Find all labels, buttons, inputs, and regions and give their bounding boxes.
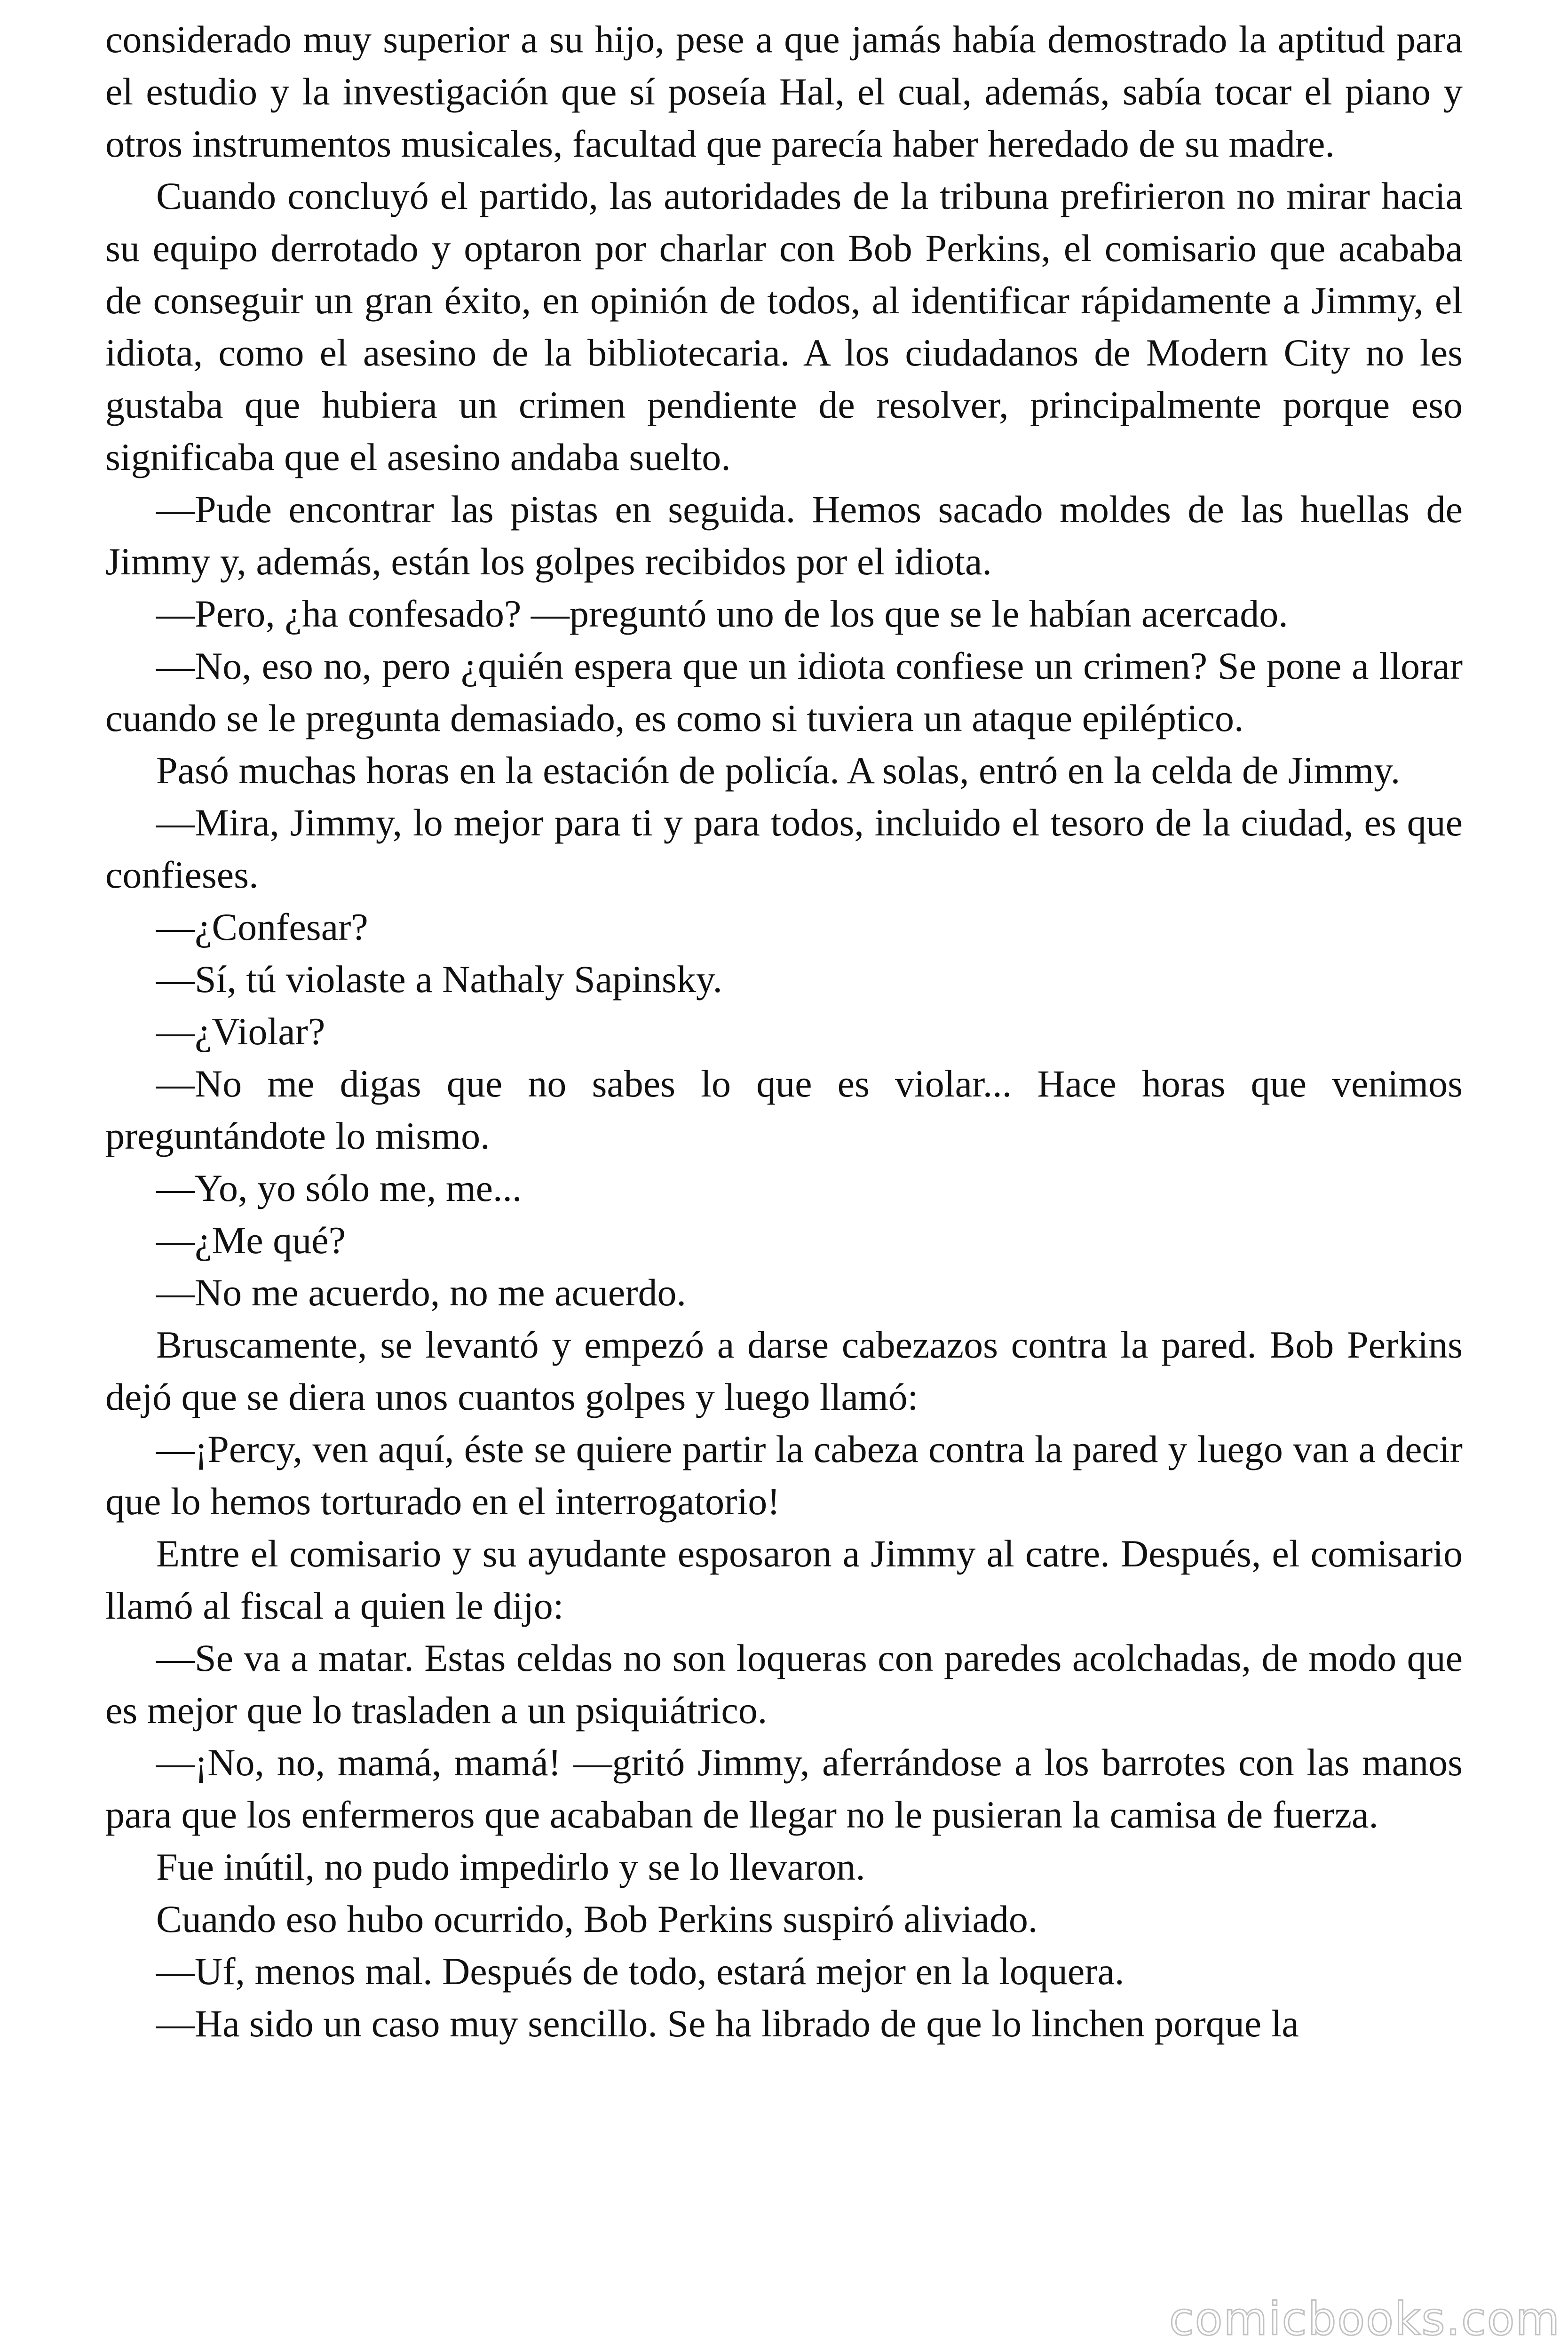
paragraph-14: —No me acuerdo, no me acuerdo.	[156, 1271, 687, 1314]
watermark: comicbooks.com	[1169, 2293, 1560, 2345]
paragraph-8: —¿Confesar?	[156, 906, 368, 948]
paragraph-17: Entre el comisario y su ayudante esposaron a Jimmy al catre. Después, el comisario llamó al fiscal a quien le dijo:	[105, 1532, 1463, 1627]
paragraph-9: —Sí, tú violaste a Nathaly Sapinsky.	[156, 958, 723, 1001]
paragraph-23: —Ha sido un caso muy sencillo. Se ha librado de que lo linchen porque la	[156, 2002, 1299, 2045]
paragraph-4: —Pero, ¿ha confesado? —preguntó uno de los que se le habían acercado.	[156, 592, 1288, 635]
paragraph-5: —No, eso no, pero ¿quién espera que un idiota confiese un crimen? Se pone a llorar cuando se le pregunta demasiado, es como si tuviera un ataque epiléptico.	[105, 644, 1463, 739]
paragraph-2: Cuando concluyó el partido, las autoridades de la tribuna prefirieron no mirar hacia su equipo derrotado y optaron por charlar con Bob Perkins, el comisario que acababa de conseguir un gran éxito, en opinión de todos, al identificar rápidamente a Jimmy, el idiota, como el asesino de la bibliotecaria. A los ciudadanos de Modern City no les gustaba que hubiera un crimen pendiente de resolver, principalmente porque eso significaba que el asesino andaba suelto.	[105, 175, 1463, 478]
paragraph-18: —Se va a matar. Estas celdas no son loqueras con paredes acolchadas, de modo que es mejor que lo trasladen a un psiquiátrico.	[105, 1637, 1463, 1732]
paragraph-13: —¿Me qué?	[156, 1219, 346, 1262]
paragraph-3: —Pude encontrar las pistas en seguida. Hemos sacado moldes de las huellas de Jimmy y, además, están los golpes recibidos por el idiota.	[105, 488, 1463, 583]
paragraph-7: —Mira, Jimmy, lo mejor para ti y para todos, incluido el tesoro de la ciudad, es que confieses.	[105, 801, 1463, 896]
paragraph-22: —Uf, menos mal. Después de todo, estará mejor en la loquera.	[156, 1950, 1125, 1993]
paragraph-10: —¿Violar?	[156, 1010, 325, 1053]
book-page	[105, 0, 1463, 2050]
paragraph-15: Bruscamente, se levantó y empezó a darse cabezazos contra la pared. Bob Perkins dejó que se diera unos cuantos golpes y luego llamó:	[105, 1323, 1463, 1418]
paragraph-1: considerado muy superior a su hijo, pese a que jamás había demostrado la aptitud para el estudio y la investigación que sí poseía Hal, el cual, además, sabía tocar el piano y otros instrumentos musicales, facultad que parecía haber heredado de su madre.	[105, 18, 1463, 165]
paragraph-19: —¡No, no, mamá, mamá! —gritó Jimmy, aferrándose a los barrotes con las manos para que los enfermeros que acababan de llegar no le pusieran la camisa de fuerza.	[105, 1741, 1463, 1836]
paragraph-20: Fue inútil, no pudo impedirlo y se lo llevaron.	[156, 1845, 865, 1888]
paragraph-21: Cuando eso hubo ocurrido, Bob Perkins suspiró aliviado.	[156, 1898, 1038, 1940]
paragraph-16: —¡Percy, ven aquí, éste se quiere partir la cabeza contra la pared y luego van a decir que lo hemos torturado en el interrogatorio!	[105, 1428, 1463, 1523]
paragraph-6: Pasó muchas horas en la estación de policía. A solas, entró en la celda de Jimmy.	[156, 749, 1401, 792]
paragraph-11: —No me digas que no sabes lo que es violar... Hace horas que venimos preguntándote lo mismo.	[105, 1062, 1463, 1157]
paragraph-12: —Yo, yo sólo me, me...	[156, 1167, 522, 1209]
